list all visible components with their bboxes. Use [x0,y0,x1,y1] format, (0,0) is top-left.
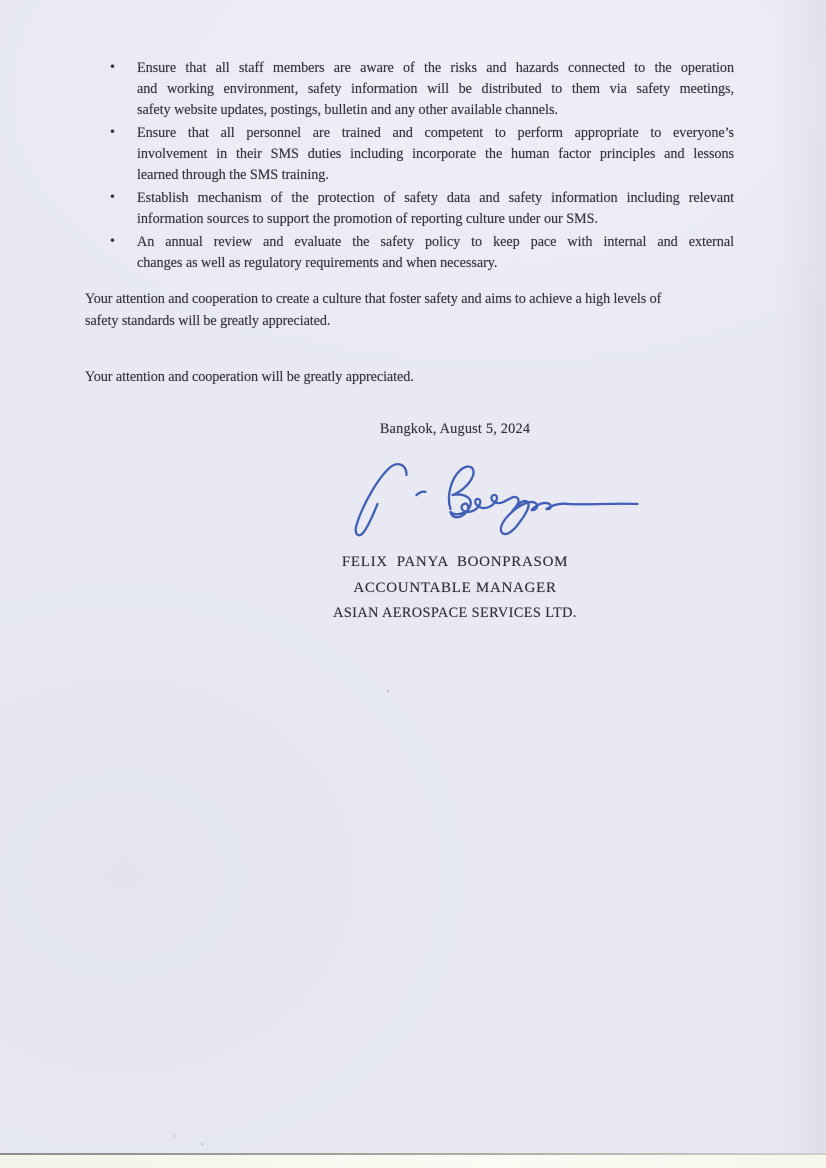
signature-stroke-dot [417,492,426,495]
signature-stroke-j [356,464,407,535]
scan-speck [201,1143,204,1145]
signatory-name: FELIX PANYA BOONPRASOM [341,554,569,570]
dateline: Bangkok, August 5, 2024 [379,421,531,437]
signatory-title: ACCOUNTABLE MANAGER [353,580,557,596]
bullet-dot-icon: • [110,234,115,249]
paragraph-safety-culture-appreciation [85,288,790,332]
text-line: learned through the SMS training. [137,167,329,183]
text-line: involvement in their SMS duties including incorporate the human factor principles and lessons [137,146,734,162]
bullet-item [110,123,734,186]
paragraph-cooperation-appreciation [85,366,790,388]
text-line: safety website updates, postings, bulletin and any other available channels. [137,102,558,118]
scan-speck [174,1135,176,1137]
signature-stroke-surname [449,466,638,534]
bullet-dot-icon: • [110,125,115,140]
bullet-list [110,58,734,276]
text-line: information sources to support the promotion of reporting culture under our SMS. [137,211,598,227]
text-line: Your attention and cooperation to create a culture that foster safety and aims to achieve a high levels of [85,291,662,307]
bullet-dot-icon: • [110,60,115,75]
bullet-item [110,58,734,121]
text-line: safety standards will be greatly appreciated. [85,313,331,329]
signatory-company: ASIAN AEROSPACE SERVICES LTD. [333,605,577,621]
handwritten-signature-icon [344,453,649,553]
signature-block [255,549,655,626]
bullet-item [110,232,734,274]
text-line: Establish mechanism of the protection of safety data and safety information including relevant [137,190,734,206]
text-line: changes as well as regulatory requirements and when necessary. [137,255,498,271]
text-line: Your attention and cooperation will be greatly appreciated. [85,369,414,385]
text-line: and working environment, safety information will be distributed to them via safety meetings, [137,81,734,97]
text-line: Ensure that all staff members are aware of the risks and hazards connected to the operation [137,60,734,76]
scan-edge-strip [0,1155,826,1168]
scan-speck [387,690,389,692]
bullet-dot-icon: • [110,190,115,205]
text-line: An annual review and evaluate the safety policy to keep pace with internal and external [137,234,734,250]
text-line: Ensure that all personnel are trained and competent to perform appropriate to everyone’s [137,125,734,141]
bullet-item [110,188,734,230]
